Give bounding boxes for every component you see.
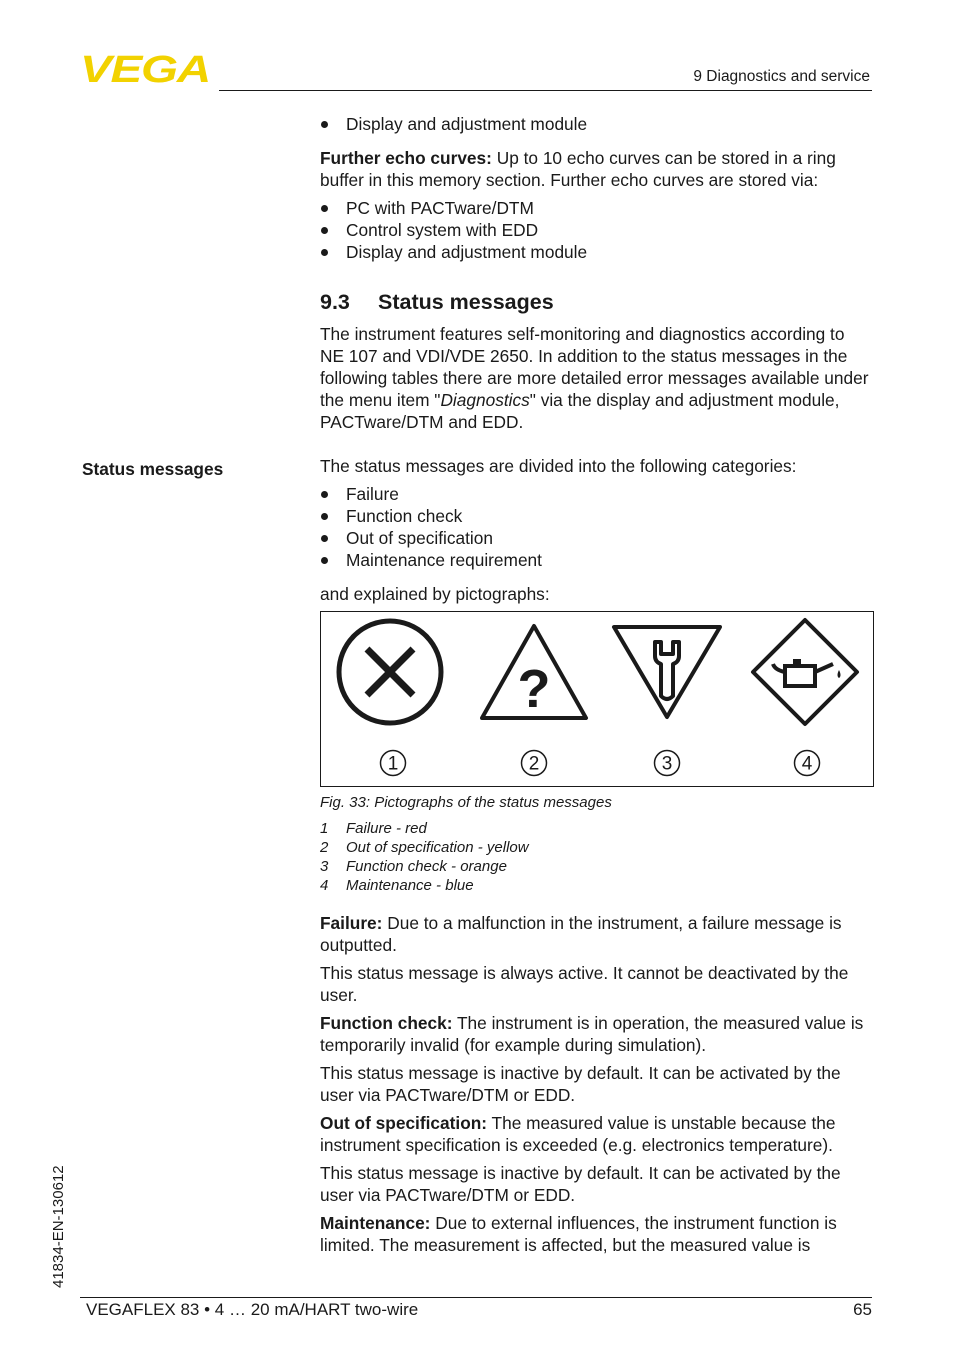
svg-text:3: 3 (661, 753, 673, 775)
term-label: Failure: (320, 913, 383, 933)
paragraph-further-echo (320, 147, 872, 191)
svg-text:4: 4 (801, 753, 813, 775)
figure-legend (320, 819, 872, 895)
paragraph-text: The instrument is in operation, the measured value is temporarily invalid (for example during simulation). (320, 1013, 864, 1055)
legend-item (320, 838, 872, 857)
logo-text: VEGA (80, 50, 210, 86)
document-id: 41834-EN-130612 (50, 1165, 67, 1288)
paragraph-text: This status message is inactive by default. It can be activated by the user via PACTware/DTM or EDD. (320, 1163, 841, 1205)
header-divider (219, 90, 872, 91)
footer-divider (80, 1297, 872, 1298)
bullet-list-categories (320, 483, 872, 571)
wrench-icon (611, 624, 723, 720)
vega-logo (80, 50, 212, 86)
legend-item (320, 857, 872, 876)
legend-text: Function check - orange (346, 858, 507, 875)
legend-number: 2 (320, 839, 329, 856)
menu-item-term: Diagnostics (440, 390, 530, 410)
legend-item (320, 819, 872, 838)
legend-item (320, 876, 872, 895)
term-label: Out of specification: (320, 1113, 488, 1133)
callout-number-1 (379, 749, 407, 777)
footer-product: VEGAFLEX 83 • 4 … 20 mA/HART two-wire (86, 1300, 419, 1319)
warning-triangle-icon (478, 622, 590, 722)
main-column (320, 113, 872, 1256)
paragraph-text: Up to 10 echo curves can be stored in a ring buffer in this memory section. Further echo curves are stored via: (320, 148, 836, 190)
legend-number: 4 (320, 877, 329, 894)
term-label: Function check: (320, 1013, 453, 1033)
legend-text: Failure - red (346, 820, 427, 837)
bullet-list-storage (320, 197, 872, 263)
paragraph-text: Due to external influences, the instrument function is limited. The measurement is affected, but the measured value is (320, 1213, 837, 1255)
svg-text:2: 2 (528, 753, 540, 775)
paragraph-text: Due to a malfunction in the instrument, a failure message is outputted. (320, 913, 842, 955)
paragraph-pictographs-lead: and explained by pictographs: (320, 584, 550, 604)
section-heading (320, 289, 872, 315)
list-item: Failure (320, 483, 872, 505)
running-header: 9 Diagnostics and service (693, 68, 870, 85)
list-item: Out of specification (320, 527, 872, 549)
oil-can-icon (749, 616, 861, 728)
list-item: Display and adjustment module (320, 113, 872, 135)
list-item: Maintenance requirement (320, 549, 872, 571)
paragraph-out-of-spec (320, 1112, 872, 1156)
svg-text:?: ? (517, 659, 551, 719)
paragraph-maintenance (320, 1212, 872, 1256)
term-label: Maintenance: (320, 1213, 431, 1233)
legend-text: Out of specification - yellow (346, 839, 529, 856)
paragraph-failure (320, 912, 872, 956)
paragraph-out-of-spec-note (320, 1162, 872, 1206)
paragraph-text: " via the display and adjustment module, PACTware/DTM and EDD. (320, 390, 840, 432)
paragraph-text: This status message is always active. It cannot be deactivated by the user. (320, 963, 849, 1005)
figure-caption: Fig. 33: Pictographs of the status messages (320, 794, 612, 811)
legend-text: Maintenance - blue (346, 877, 474, 894)
legend-number: 1 (320, 820, 329, 837)
list-item: Function check (320, 505, 872, 527)
callout-number-4 (793, 749, 821, 777)
legend-number: 3 (320, 858, 329, 875)
paragraph-text: This status message is inactive by default. It can be activated by the user via PACTware/DTM or EDD. (320, 1063, 841, 1105)
paragraph-text: The measured value is unstable because the instrument specification is exceeded (e.g. electronics temperature). (320, 1113, 836, 1155)
section-number: 9.3 (320, 290, 350, 314)
paragraph-text: The instrument features self-monitoring and diagnostics according to NE 107 and VDI/VDE 2650. In addition to the status messages in the following tables there are more detailed error messages available under the menu item " (320, 324, 869, 410)
page-number: 65 (853, 1300, 872, 1319)
callout-number-3 (653, 749, 681, 777)
callout-number-2 (520, 749, 548, 777)
paragraph-function-check-note (320, 1062, 872, 1106)
term-label: Further echo curves: (320, 148, 492, 168)
paragraph-intro (320, 323, 872, 433)
list-item: Display and adjustment module (320, 241, 872, 263)
list-item: Control system with EDD (320, 219, 872, 241)
section-title: Status messages (378, 290, 554, 314)
failure-icon (334, 616, 446, 728)
pictograph-figure (320, 611, 874, 787)
paragraph-function-check (320, 1012, 872, 1056)
paragraph-categories-lead: The status messages are divided into the following categories: (320, 456, 797, 476)
svg-text:1: 1 (387, 753, 399, 775)
margin-heading-status-messages: Status messages (82, 459, 224, 479)
list-item: PC with PACTware/DTM (320, 197, 872, 219)
paragraph-failure-note (320, 962, 872, 1006)
bullet-list-top (320, 113, 872, 135)
